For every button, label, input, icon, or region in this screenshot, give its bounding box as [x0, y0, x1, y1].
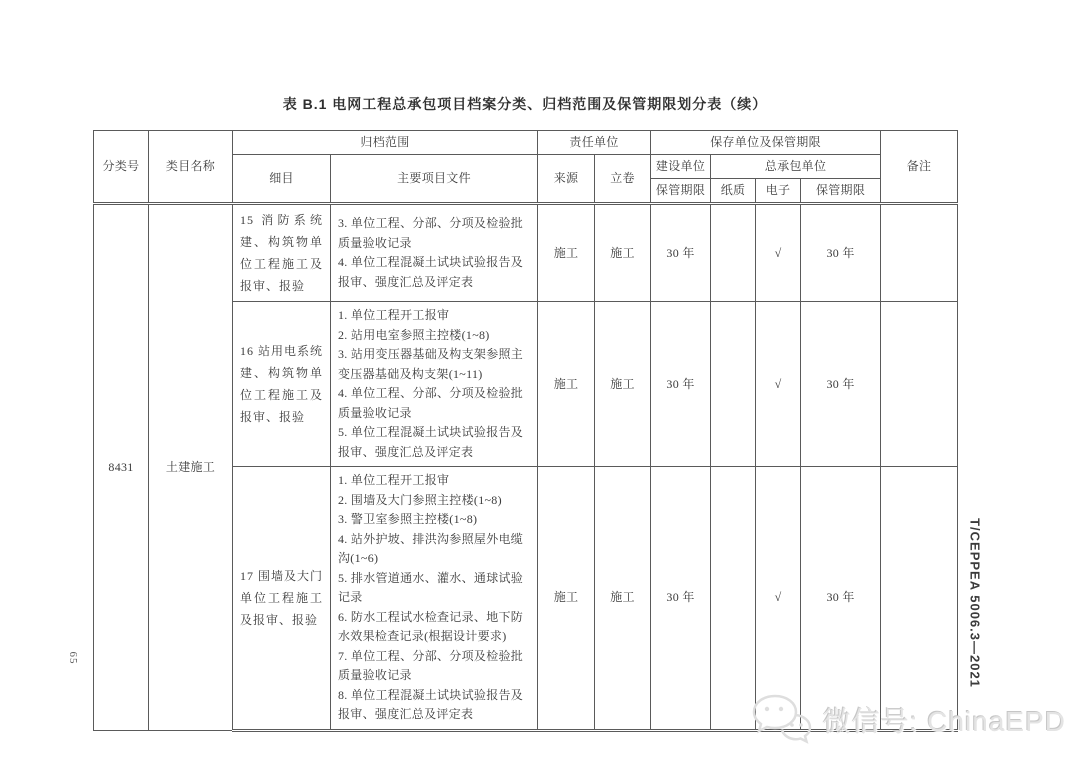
detail-cell: 17 围墙及大门单位工程施工及报审、报验: [233, 467, 331, 731]
contractor-period-cell: 30 年: [801, 467, 881, 731]
wechat-icon: [751, 693, 813, 747]
classification-no-cell: 8431: [94, 204, 149, 731]
header-classification-no: 分类号: [94, 131, 149, 204]
detail-cell: 15 消防系统建、构筑物单位工程施工及报审、报验: [233, 204, 331, 302]
source-cell: 施工: [538, 302, 595, 467]
document-item: 2. 围墙及大门参照主控楼(1~8): [338, 492, 502, 507]
header-paper: 纸质: [711, 179, 756, 204]
header-storage-unit-and-period: 保存单位及保管期限: [651, 131, 881, 155]
construction-period-cell: 30 年: [651, 302, 711, 467]
header-general-contract-unit: 总承包单位: [711, 155, 881, 179]
electronic-check-cell: √: [756, 302, 801, 467]
document-item: 3. 单位工程、分部、分项及检验批质量验收记录: [338, 216, 524, 250]
main-documents-cell: [331, 302, 538, 467]
document-item: 3. 警卫室参照主控楼(1~8): [338, 512, 478, 526]
table-caption: 表 B.1 电网工程总承包项目档案分类、归档范围及保管期限划分表（续）: [282, 96, 768, 112]
standard-code-vertical: T/CEPPEA 5006.3—2021: [967, 518, 983, 688]
document-item: 5. 排水管道通水、灌水、通球试验记录: [338, 570, 524, 604]
table-body: [94, 204, 958, 731]
remarks-cell: [881, 302, 958, 467]
electronic-check-cell: √: [756, 204, 801, 302]
archive-classification-table: [93, 130, 958, 732]
paper-cell: [711, 204, 756, 302]
document-item: 1. 单位工程开工报审: [338, 308, 450, 322]
watermark-text: 微信号: ChinaEPD: [822, 706, 1066, 737]
filing-cell: 施工: [595, 302, 651, 467]
document-item: 3. 站用变压器基础及构支架参照主变压器基础及构支架(1~11): [338, 347, 524, 381]
header-responsible-unit: 责任单位: [538, 131, 651, 155]
filing-cell: 施工: [595, 204, 651, 302]
detail-cell: 16 站用电系统建、构筑物单位工程施工及报审、报验: [233, 302, 331, 467]
header-remarks: 备注: [881, 131, 958, 204]
header-archive-scope: 归档范围: [233, 131, 538, 155]
document-item: 2. 站用电室参照主控楼(1~8): [338, 327, 490, 342]
paper-cell: [711, 302, 756, 467]
document-item: 5. 单位工程混凝土试块试验报告及报审、强度汇总及评定表: [338, 425, 524, 459]
category-name-cell: 土建施工: [149, 204, 233, 731]
header-category-name: 类目名称: [149, 131, 233, 204]
table-header: [94, 131, 958, 204]
header-construction-storage-period: 保管期限: [651, 179, 711, 204]
header-construction-unit: 建设单位: [651, 155, 711, 179]
document-item: 6. 防水工程试水检查记录、地下防水效果检查记录(根据设计要求): [338, 609, 524, 643]
header-electronic: 电子: [756, 179, 801, 204]
page-number: 65: [67, 651, 79, 665]
document-item: 8. 单位工程混凝土试块试验报告及报审、强度汇总及评定表: [338, 687, 524, 721]
watermark: [751, 693, 1066, 747]
contractor-period-cell: 30 年: [801, 204, 881, 302]
construction-period-cell: 30 年: [651, 467, 711, 731]
table-row: [94, 204, 958, 302]
contractor-period-cell: 30 年: [801, 302, 881, 467]
document-item: 4. 单位工程、分部、分项及检验批质量验收记录: [338, 386, 524, 420]
paper-cell: [711, 467, 756, 731]
header-filing: 立卷: [595, 155, 651, 204]
source-cell: 施工: [538, 204, 595, 302]
remarks-cell: [881, 204, 958, 302]
source-cell: 施工: [538, 467, 595, 731]
document-item: 1. 单位工程开工报审: [338, 473, 450, 487]
filing-cell: 施工: [595, 467, 651, 731]
document-item: 7. 单位工程、分部、分项及检验批质量验收记录: [338, 648, 524, 682]
main-documents-cell: [331, 204, 538, 302]
header-detail: 细目: [233, 155, 331, 204]
document-item: 4. 站外护坡、排洪沟参照屋外电缆沟(1~6): [338, 531, 524, 565]
electronic-check-cell: √: [756, 467, 801, 731]
main-documents-cell: [331, 467, 538, 731]
header-source: 来源: [538, 155, 595, 204]
header-contractor-storage-period: 保管期限: [801, 179, 881, 204]
document-item: 4. 单位工程混凝土试块试验报告及报审、强度汇总及评定表: [338, 255, 524, 289]
header-main-documents: 主要项目文件: [331, 155, 538, 204]
construction-period-cell: 30 年: [651, 204, 711, 302]
remarks-cell: [881, 467, 958, 731]
